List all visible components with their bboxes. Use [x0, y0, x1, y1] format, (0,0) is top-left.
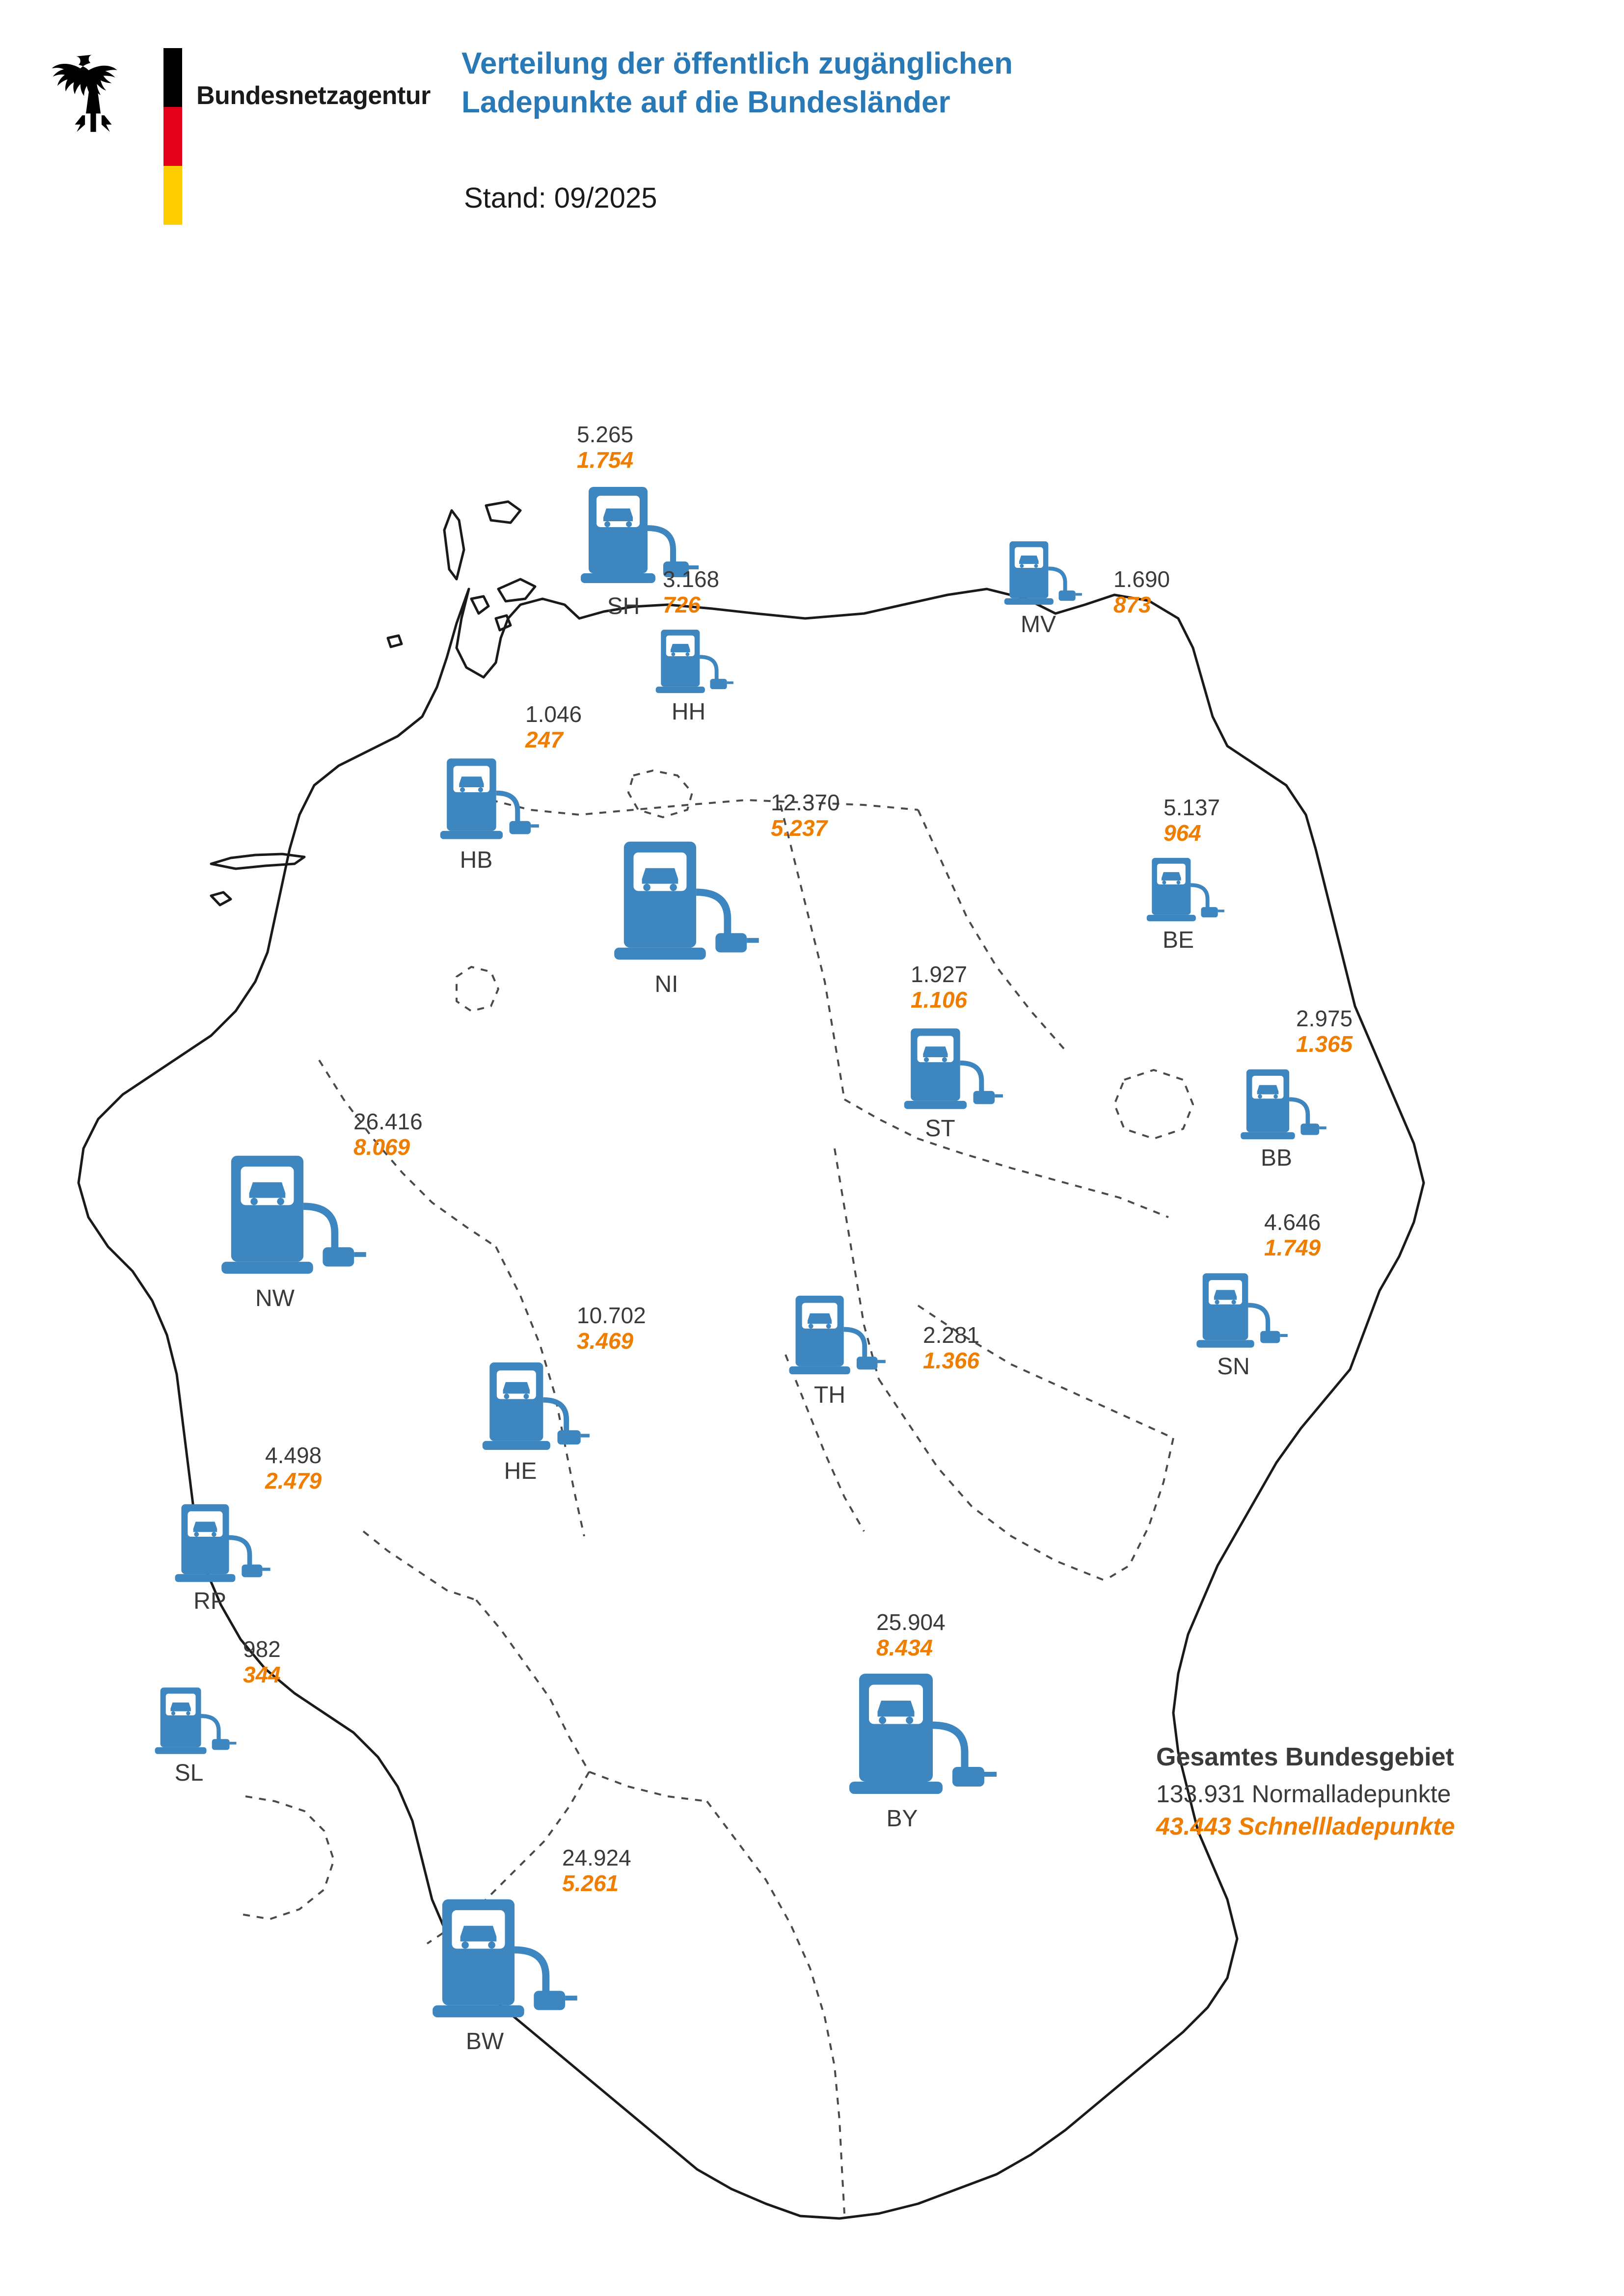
state-border-hb [457, 967, 498, 1011]
normal-value-NW: 26.416 [353, 1109, 423, 1134]
coast-island-5 [388, 636, 402, 647]
station-marker-BB [1218, 1006, 1438, 1178]
values-BY [876, 1610, 946, 1660]
normal-value-BW: 24.924 [562, 1845, 631, 1870]
coast-island-6 [211, 854, 304, 869]
station-marker-NI [609, 780, 908, 1026]
fast-value-RP: 2.479 [265, 1468, 322, 1494]
charging-station-icon-NI [609, 834, 815, 967]
title-line-2: Ladepunkte auf die Bundesländer [461, 85, 950, 120]
flag-red-stripe [163, 107, 182, 166]
fast-value-NW: 8.069 [353, 1134, 410, 1160]
state-code-SL: SL [174, 1760, 204, 1786]
charging-station-icon-SN [1193, 1269, 1323, 1352]
station-marker-HH [653, 567, 839, 729]
charging-station-icon-BE [1144, 854, 1254, 925]
totals-normal-value: 133.931 Normalladepunkte [1156, 1780, 1451, 1808]
flag-gold-stripe [163, 166, 182, 225]
charging-station-icon-HB [437, 753, 577, 844]
coast-island-4 [496, 615, 511, 630]
state-border-be [1114, 1070, 1193, 1139]
charging-station-icon-TH [785, 1291, 923, 1379]
charging-station-icon-RP [172, 1499, 307, 1587]
station-marker-MV [1001, 537, 1247, 704]
values-TH [923, 1323, 979, 1373]
values-HB [525, 702, 582, 752]
flag-black-stripe [163, 48, 182, 107]
station-marker-BW [427, 1845, 731, 2101]
station-marker-SL [152, 1637, 358, 1814]
values-SN [1264, 1210, 1321, 1260]
charging-station-icon-ST [901, 1023, 1041, 1114]
fast-value-NI: 5.237 [771, 815, 828, 841]
state-border-sn-by [1105, 1438, 1173, 1580]
values-ST [911, 962, 967, 1013]
fast-value-HB: 247 [525, 726, 563, 752]
normal-value-TH: 2.281 [923, 1322, 980, 1348]
state-border-rp-sl [241, 1796, 334, 1919]
state-code-BE: BE [1162, 927, 1194, 953]
normal-value-BY: 25.904 [876, 1609, 946, 1635]
values-SL [243, 1637, 281, 1687]
normal-value-SN: 4.646 [1264, 1209, 1321, 1235]
fast-value-BB: 1.365 [1296, 1031, 1353, 1057]
state-code-BW: BW [465, 2029, 504, 2055]
agency-name: Bundesnetzagentur [196, 81, 431, 110]
station-marker-HE [479, 1303, 724, 1514]
title-line-1: Verteilung der öffentlich zugänglichen [461, 47, 1013, 80]
station-marker-RP [172, 1443, 398, 1639]
state-border-rp-he [476, 1600, 589, 1772]
values-BW [562, 1845, 631, 1896]
values-BB [1296, 1006, 1353, 1057]
federal-eagle-icon [47, 49, 140, 137]
germany-map [0, 275, 1624, 2296]
normal-value-MV: 1.690 [1113, 566, 1170, 592]
charging-station-icon-SL [152, 1683, 268, 1758]
state-code-HB: HB [460, 847, 493, 873]
fast-value-SN: 1.749 [1264, 1234, 1321, 1260]
state-code-HH: HH [671, 699, 706, 725]
fast-value-HH: 726 [663, 591, 701, 617]
state-code-SN: SN [1217, 1354, 1250, 1380]
fast-value-BY: 8.434 [876, 1634, 933, 1660]
state-code-BB: BB [1260, 1145, 1293, 1171]
fast-value-BW: 5.261 [562, 1870, 619, 1896]
state-code-NW: NW [255, 1285, 295, 1311]
totals-fast-value: 43.443 Schnellladepunkte [1156, 1813, 1455, 1840]
station-marker-TH [785, 1291, 1031, 1487]
state-code-MV: MV [1021, 612, 1056, 638]
charging-station-icon-BY [844, 1666, 1053, 1801]
coast-island-7 [211, 892, 231, 905]
fast-value-ST: 1.106 [911, 987, 968, 1013]
station-marker-SN [1181, 1210, 1411, 1406]
fast-value-SH: 1.754 [577, 447, 634, 473]
totals-legend [1156, 1742, 1544, 1841]
normal-value-BB: 2.975 [1296, 1006, 1353, 1031]
charging-station-icon-BB [1237, 1065, 1360, 1144]
station-marker-BE [1144, 795, 1355, 967]
normal-value-ST: 1.927 [911, 961, 968, 987]
station-marker-BY [844, 1610, 1159, 1870]
normal-value-HB: 1.046 [525, 701, 582, 727]
values-SH [577, 422, 633, 473]
totals-title: Gesamtes Bundesgebiet [1156, 1743, 1454, 1771]
state-code-ST: ST [925, 1116, 955, 1142]
normal-value-RP: 4.498 [265, 1442, 322, 1468]
fast-value-BE: 964 [1164, 820, 1201, 846]
state-code-BY: BY [886, 1806, 918, 1832]
values-HH [663, 567, 719, 617]
charging-station-icon-MV [1001, 537, 1112, 609]
charging-station-icon-HH [653, 626, 763, 697]
coast-island-2 [486, 502, 520, 523]
normal-value-NI: 12.370 [771, 790, 840, 815]
coast-island-8 [498, 579, 535, 601]
charging-station-icon-NW [216, 1148, 422, 1281]
fast-value-MV: 873 [1113, 591, 1151, 617]
state-code-RP: RP [193, 1588, 226, 1614]
normal-value-HH: 3.168 [663, 566, 720, 592]
state-code-TH: TH [814, 1382, 845, 1408]
values-MV [1113, 567, 1170, 617]
state-border-he-bw [589, 1772, 707, 1801]
normal-value-SL: 982 [243, 1636, 281, 1662]
charging-station-icon-BW [427, 1892, 633, 2025]
fast-value-HE: 3.469 [577, 1328, 634, 1354]
header [0, 0, 1624, 275]
normal-value-BE: 5.137 [1164, 795, 1220, 820]
state-code-NI: NI [654, 971, 678, 997]
coast-island-1 [444, 510, 464, 579]
fast-value-SL: 344 [243, 1661, 281, 1687]
state-code-HE: HE [504, 1458, 537, 1484]
values-RP [265, 1443, 322, 1494]
bundesnetzagentur-logo [47, 34, 431, 231]
coast-island-3 [471, 596, 488, 614]
values-HE [577, 1303, 646, 1354]
normal-value-SH: 5.265 [577, 422, 634, 447]
state-code-SH: SH [607, 593, 640, 619]
values-NI [771, 790, 840, 841]
subtitle-date: Stand: 09/2025 [464, 182, 657, 214]
normal-value-HE: 10.702 [577, 1303, 646, 1328]
station-marker-ST [881, 962, 1112, 1148]
values-BE [1164, 795, 1220, 846]
german-flag-bar [163, 48, 182, 225]
fast-value-TH: 1.366 [923, 1347, 980, 1373]
page-title [461, 44, 1591, 122]
charging-station-icon-HE [479, 1357, 631, 1455]
